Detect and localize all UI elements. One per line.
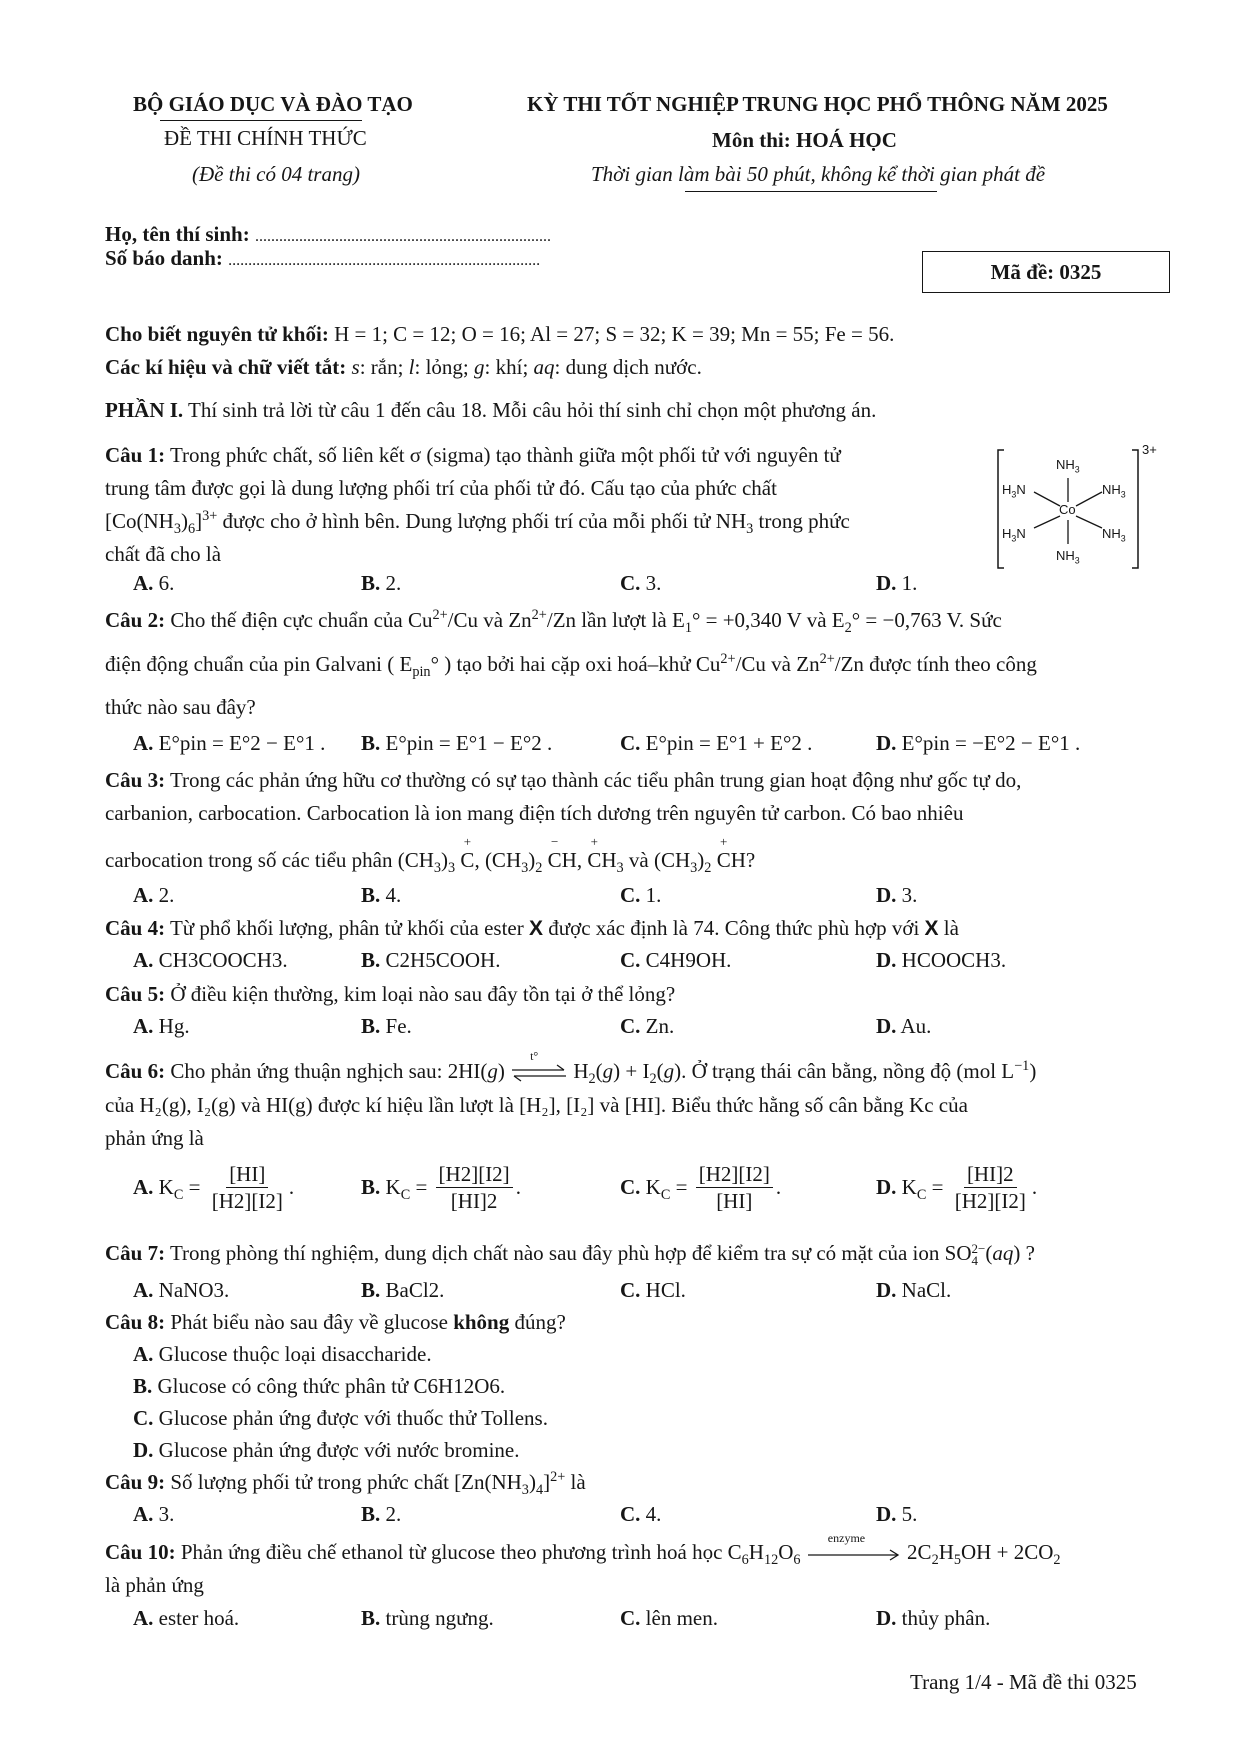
q5-option-c[interactable]: C. Zn. — [620, 1014, 675, 1038]
abbr-l-text: : lỏng; — [414, 355, 475, 379]
q10-option-a[interactable]: A. ester hoá. — [133, 1606, 240, 1630]
q10-option-b[interactable]: B. trùng ngưng. — [361, 1606, 494, 1630]
candidate-name-dots: .......................................................................... — [254, 228, 551, 245]
atomic-masses-label: Cho biết nguyên tử khối: — [105, 322, 329, 346]
ligand-upper-left: $H_3N$ — [1002, 482, 1026, 500]
q7-option-b[interactable]: B. BaCl2. — [361, 1278, 445, 1302]
page-footer: Trang 1/4 - Mã đề thi 0325 — [910, 1670, 1137, 1694]
pages-note: (Đề thi có 04 trang) — [192, 162, 360, 186]
q6-line3: phản ứng là — [105, 1126, 204, 1150]
q7-options — [0, 1278, 1241, 1308]
ligand-lower-right: $NH_3$ — [1102, 526, 1126, 544]
q2-options — [0, 731, 1241, 761]
q2-line3: thức nào sau đây? — [105, 695, 256, 719]
q7-option-d[interactable]: D. NaCl. — [876, 1278, 952, 1302]
q9-option-d[interactable]: D. 5. — [876, 1502, 918, 1526]
q6-option-a[interactable]: A. $K_C$ = $\frac{[HI]}{[H2][I2]}$ . — [133, 1162, 295, 1214]
exam-title: KỲ THI TỐT NGHIỆP TRUNG HỌC PHỔ THÔNG NĂM 2025 — [527, 92, 1108, 116]
q1-line3: $[Co(NH_3)_6]^{3+}$ được cho ở hình bên. Dung lượng phối trí của mỗi phối tử $NH_3$ trong phức — [105, 508, 850, 538]
q4-option-d[interactable]: D. HCOOCH3. — [876, 948, 1007, 972]
q10-line2: là phản ứng — [105, 1573, 204, 1597]
q6-line2: của H₂(g), I₂(g) và HI(g) được kí hiệu lần lượt là [H₂], [I₂] và [HI]. Biểu thức hằng số cân bằng Kc của — [105, 1093, 968, 1117]
q1-options — [0, 571, 1241, 601]
q3-option-d[interactable]: D. 3. — [876, 883, 918, 907]
q1-line1 — [105, 443, 841, 468]
official-label: ĐỀ THI CHÍNH THỨC — [164, 126, 367, 150]
candidate-id-line — [105, 246, 540, 271]
exam-code-box — [922, 251, 1170, 293]
q8-option-c[interactable]: C. Glucose phản ứng được với thuốc thử Tollens. — [133, 1406, 548, 1430]
q1-line4: chất đã cho là — [105, 542, 222, 566]
complex-charge: 3+ — [1142, 442, 1157, 457]
q1-line2: trung tâm được gọi là dung lượng phối trí của phối tử đó. Cấu tạo của phức chất — [105, 476, 777, 500]
q1-option-a[interactable]: A. 6. — [133, 571, 175, 595]
q6-option-c[interactable]: C. $K_C$ = $\frac{[H2][I2]}{[HI]}$ . — [620, 1162, 782, 1214]
q8-option-b[interactable]: B. Glucose có công thức phân tử C6H12O6. — [133, 1374, 506, 1398]
part1-label: PHẦN I. — [105, 398, 184, 422]
candidate-id-label: Số báo danh: — [105, 246, 223, 270]
ligand-bottom: $NH_3$ — [1056, 548, 1080, 566]
q7-line1: Câu 7: Trong phòng thí nghiệm, dung dịch chất nào sau đây phù hợp để kiểm tra sự có mặt của ion SO 2− 4 (aq) ? — [105, 1241, 1035, 1269]
abbr-l: l — [408, 355, 415, 379]
cobalt-complex-diagram — [996, 444, 1166, 572]
q5-options — [0, 1014, 1241, 1044]
q2-line2: điện động chuẩn của pin Galvani ( $E_{pin}^\circ$ ) tạo bởi hai cặp oxi hoá–khử $Cu^{2+}/Cu$ và $Zn^{2+}/Zn$ được tính theo công — [105, 651, 1037, 681]
q2-option-a[interactable]: A. E°pin = E°2 − E°1 . — [133, 731, 326, 755]
subject: Môn thi: HOÁ HỌC — [712, 128, 897, 152]
q6-option-d[interactable]: D. $K_C$ = $\frac{[HI]2}{[H2][I2]}$ . — [876, 1162, 1038, 1214]
ministry-name: BỘ GIÁO DỤC VÀ ĐÀO TẠO — [133, 92, 413, 116]
q8-option-d[interactable]: D. Glucose phản ứng được với nước bromine. — [133, 1438, 520, 1462]
q3-option-a[interactable]: A. 2. — [133, 883, 175, 907]
q4-line1: Câu 4: Từ phổ khối lượng, phân tử khối của ester X được xác định là 74. Công thức phù hợp với X là — [105, 916, 959, 940]
q4-option-c[interactable]: C. C4H9OH. — [620, 948, 732, 972]
q5-option-a[interactable]: A. Hg. — [133, 1014, 190, 1038]
ministry-underline — [160, 120, 362, 121]
q2-line1: Câu 2: Cho thế điện cực chuẩn của $Cu^{2+}/Cu$ và $Zn^{2+}/Zn$ lần lượt là $E_1^\circ = +0,340$ V và $E_2^\circ = -0,763$ V. Sức — [105, 607, 1002, 637]
q10-line1: Câu 10: Phản ứng điều chế ethanol từ glucose theo phương trình hoá học $C_6H_{12}O_6$ enzyme $2C_2H_5OH + 2CO_2$ — [105, 1531, 1061, 1569]
q7-option-a[interactable]: A. NaNO3. — [133, 1278, 230, 1302]
species-2: $(CH_3)_2$ C − H — [484, 834, 577, 877]
q3-option-b[interactable]: B. 4. — [361, 883, 402, 907]
ligand-lower-left: $H_3N$ — [1002, 526, 1026, 544]
q2-option-d[interactable]: D. E°pin = −E°2 − E°1 . — [876, 731, 1081, 755]
q9-option-a[interactable]: A. 3. — [133, 1502, 175, 1526]
time-note-underline — [685, 191, 937, 192]
part1-instructions — [105, 398, 876, 423]
q3-line1: Câu 3: Trong các phản ứng hữu cơ thường có sự tạo thành các tiểu phân trung gian hoạt động như gốc tự do, — [105, 768, 1022, 792]
q6-line1: Câu 6: Cho phản ứng thuận nghịch sau: 2HI(g) t° $H_2(g) + I_2(g)$. Ở trạng thái cân bằng, nồng độ (mol $L^{-1}$) — [105, 1049, 1037, 1088]
abbr-g-text: : khí; — [484, 355, 534, 379]
atomic-masses-values: H = 1; C = 12; O = 16; Al = 27; S = 32; K = 39; Mn = 55; Fe = 56. — [328, 322, 895, 346]
ligand-top: $NH_3$ — [1056, 457, 1080, 475]
q3-line2: carbanion, carbocation. Carbocation là ion mang điện tích dương trên nguyên tử carbon. Có bao nhiêu — [105, 801, 964, 825]
abbr-s: s — [351, 355, 360, 379]
q6-options — [0, 1162, 1241, 1228]
q1-option-c[interactable]: C. 3. — [620, 571, 662, 595]
candidate-id-dots: .............................................................................. — [228, 252, 541, 269]
q2-option-c[interactable]: C. E°pin = E°1 + E°2 . — [620, 731, 813, 755]
q3-line3: carbocation trong số các tiểu phân $(CH_3)_3$ C + , $(CH_3)_2$ C − H, C + $H_3$ và $(CH_3)_2$ C + H? — [105, 834, 756, 877]
q1-option-b[interactable]: B. 2. — [361, 571, 402, 595]
cobalt-complex-svg — [996, 444, 1166, 572]
atomic-masses — [105, 322, 894, 347]
q7-option-c[interactable]: C. HCl. — [620, 1278, 686, 1302]
species-1: $(CH_3)_3$ C + — [397, 834, 475, 877]
q5-option-b[interactable]: B. Fe. — [361, 1014, 412, 1038]
q9-options — [0, 1502, 1241, 1532]
q8-line1: Câu 8: Phát biểu nào sau đây về glucose không đúng? — [105, 1310, 566, 1334]
q4-option-a[interactable]: A. CH3COOCH3. — [133, 948, 288, 972]
q10-option-d[interactable]: D. thủy phân. — [876, 1606, 991, 1630]
exam-code: Mã đề: 0325 — [990, 260, 1102, 284]
abbr-aq: aq — [533, 355, 555, 379]
abbr-g: g — [474, 355, 485, 379]
q3-options — [0, 883, 1241, 913]
q1-option-d[interactable]: D. 1. — [876, 571, 918, 595]
enzyme-arrow: enzyme — [806, 1543, 902, 1565]
q10-option-c[interactable]: C. lên men. — [620, 1606, 718, 1630]
candidate-name-line — [105, 222, 551, 247]
abbreviations — [105, 355, 702, 380]
metal-center: Co — [1059, 502, 1076, 517]
abbr-s-text: : rắn; — [359, 355, 409, 379]
abbr-aq-text: : dung dịch nước. — [554, 355, 702, 379]
candidate-name-label: Họ, tên thí sinh: — [105, 222, 250, 246]
abbreviations-label: Các kí hiệu và chữ viết tắt: — [105, 355, 347, 379]
q2-option-b[interactable]: B. E°pin = E°1 − E°2 . — [361, 731, 553, 755]
species-3: C + $H_3$ — [587, 834, 624, 877]
q9-option-b[interactable]: B. 2. — [361, 1502, 402, 1526]
q5-option-d[interactable]: D. Au. — [876, 1014, 932, 1038]
q5-line1: Câu 5: Ở điều kiện thường, kim loại nào sau đây tồn tại ở thể lỏng? — [105, 982, 676, 1006]
part1-text: Thí sinh trả lời từ câu 1 đến câu 18. Mỗi câu hỏi thí sinh chỉ chọn một phương án. — [183, 398, 877, 422]
q8-option-a[interactable]: A. Glucose thuộc loại disaccharide. — [133, 1342, 432, 1366]
time-note: Thời gian làm bài 50 phút, không kể thời gian phát đề — [591, 162, 1046, 186]
q9-line1: Câu 9: Số lượng phối tử trong phức chất $[Zn(NH_3)_4]^{2+}$ là — [105, 1469, 586, 1499]
q1-label: Câu 1: — [105, 443, 166, 467]
q9-option-c[interactable]: C. 4. — [620, 1502, 662, 1526]
q4-option-b[interactable]: B. C2H5COOH. — [361, 948, 501, 972]
equilibrium-arrow: t° — [510, 1061, 568, 1085]
q3-option-c[interactable]: C. 1. — [620, 883, 662, 907]
q6-option-b[interactable]: B. $K_C$ = $\frac{[H2][I2]}{[HI]2}$ . — [361, 1162, 521, 1214]
ligand-upper-right: $NH_3$ — [1102, 482, 1126, 500]
species-4: $(CH_3)_2$ C + H — [653, 834, 746, 877]
q1-text-1: Trong phức chất, số liên kết σ (sigma) tạo thành giữa một phối tử với nguyên tử — [165, 443, 841, 467]
q4-options — [0, 948, 1241, 978]
q10-options — [0, 1606, 1241, 1636]
